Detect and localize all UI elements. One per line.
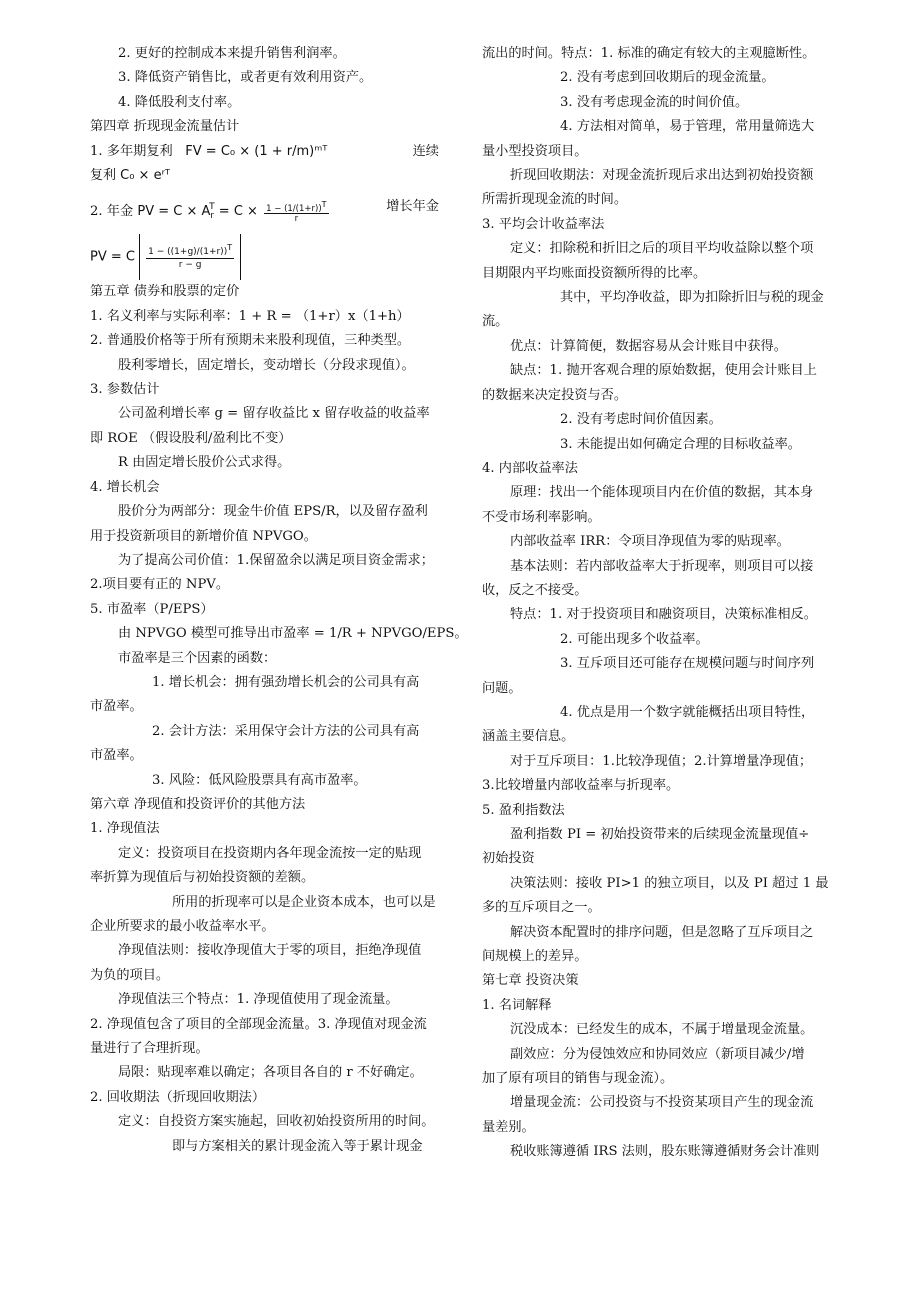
text-line: 内部收益率 IRR：令项目净现值为零的贴现率。 [510,534,790,550]
text-line: 定义：投资项目在投资期内各年现金流按一定的贴现 [118,845,422,861]
section-heading: 5. 盈利指数法 [482,802,565,818]
text-line: 局限：贴现率难以确定；各项目各自的 r 不好确定。 [118,1065,423,1081]
text-line: 2. 净现值包含了项目的全部现金流量。3. 净现值对现金流 [90,1016,427,1032]
text-line: 4. 方法相对简单，易于管理，常用量筛选大 [560,119,815,135]
text-line: 的数据来决定投资与否。 [482,387,628,403]
text-line: 初始投资 [482,851,535,867]
text-line: 净现值法则：接收净现值大于零的项目，拒绝净现值 [118,943,422,959]
text-line: 决策法则：接收 PI>1 的独立项目，以及 PI 超过 1 最 [510,875,829,891]
text-line: 增量现金流：公司投资与不投资某项目产生的现金流 [510,1095,814,1111]
text-line: 原理：找出一个能体现项目内在价值的数据，其本身 [510,485,814,501]
text-line: 加了原有项目的销售与现金流）。 [482,1071,674,1087]
text-line: 2. 普通股价格等于所有预期未来股利现值，三种类型。 [90,333,411,349]
text-line: 企业所要求的最小收益率水平。 [90,919,275,934]
text-line: 股价分为两部分：现金牛价值 EPS/R，以及留存盈利 [118,504,428,520]
text-fragment: 连续 [412,143,439,159]
text-line: 4. 降低股利支付率。 [118,94,241,110]
text-line: 2. 没有考虑到回收期后的现金流量。 [560,70,775,86]
text-line: 即 ROE （假设股利/盈利比不变） [90,430,292,446]
text-line: 为了提高公司价值：1.保留盈余以满足项目资金需求； [118,552,434,568]
text-line: 特点：1. 对于投资项目和融资项目，决策标准相反。 [510,607,817,623]
text-line: 为负的项目。 [90,967,170,983]
text-line: 流出的时间。特点：1. 标准的确定有较大的主观臆断性。 [482,46,816,61]
formula-fraction: $\frac{1 - (1/(1+r))^T}{r}$ [266,199,327,225]
formula-continuous: 复利 C₀ × eʳᵀ [90,168,170,184]
section-heading: 5. 市盈率（P/EPS） [90,601,214,617]
text-line: 股利零增长，固定增长，变动增长（分段求现值）。 [118,357,415,373]
formula-label: 1. 多年期复利 [90,143,173,159]
chapter-6-heading: 第六章 净现值和投资评价的其他方法 [90,796,306,812]
formula-label: PV = C [90,249,135,265]
text-line: 净现值法三个特点：1. 净现值使用了现金流量。 [118,992,399,1008]
text-line: 目期限内平均账面投资额所得的比率。 [482,265,707,281]
formula-compound-line [90,140,439,164]
text-fragment: 增长年金 [386,199,439,215]
section-heading: 3. 平均会计收益率法 [482,216,605,232]
text-line: 3. 风险：低风险股票具有高市盈率。 [152,772,367,788]
text-line: 税收账簿遵循 IRS 法则，股东账簿遵循财务会计准则 [510,1144,820,1160]
text-line: 2. 更好的控制成本来提升销售利润率。 [118,46,346,61]
text-line: 涵盖主要信息。 [482,729,575,745]
text-line: 用于投资新项目的新增价值 NPVGO。 [90,528,317,544]
formula-subscript: r [210,211,215,222]
text-line: 问题。 [482,680,522,696]
text-line: 对于互斥项目：1.比较净现值；2.计算增量净现值； [510,753,813,769]
chapter-4-heading: 第四章 折现现金流量估计 [90,119,240,135]
text-line: 3.比较增量内部收益率与折现率。 [482,778,680,794]
text-line: 1. 增长机会：拥有强劲增长机会的公司具有高 [152,674,420,690]
section-heading: 3. 参数估计 [90,382,160,398]
chapter-7-heading: 第七章 投资决策 [482,973,579,989]
text-line: 盈利指数 PI = 初始投资带来的后续现金流量现值÷ [510,827,810,842]
text-line: 所需折现现金流的时间。 [482,192,628,208]
text-line: 即与方案相关的累计现金流入等于累计现金 [172,1138,423,1154]
text-line: 折现回收期法：对现金流折现后求出达到初始投资额 [510,168,814,184]
formula-growing-annuity [90,234,439,280]
text-line: 2. 没有考虑时间价值因素。 [560,412,722,428]
text-line: 量小型投资项目。 [482,143,588,159]
formula-superscript: T [209,202,215,213]
text-line: 流。 [482,314,509,330]
text-line: R 由固定增长股价公式求得。 [118,455,291,471]
text-line: 解决资本配置时的排序问题，但是忽略了互斥项目之 [510,924,814,940]
formula-annuity-line [90,188,439,226]
text-line: 沉没成本：已经发生的成本，不属于增量现金流量。 [510,1022,814,1038]
text-line: 优点：计算简便，数据容易从会计账目中获得。 [510,338,787,354]
formula-annuity-b: = C × [218,204,258,220]
text-line: 不受市场利率影响。 [482,509,601,525]
text-line: 量进行了合理折现。 [90,1041,209,1057]
text-line: 市盈率是三个因素的函数： [118,650,277,666]
formula-fv: FV = C₀ × (1 + r/m)ᵐᵀ [185,143,328,159]
text-line: 市盈率。 [90,699,143,715]
text-line: 所用的折现率可以是企业资本成本，也可以是 [172,894,436,910]
text-line: 公司盈利增长率 g = 留存收益比 x 留存收益的收益率 [118,406,430,422]
text-line: 收，反之不接受。 [482,582,588,598]
text-line: 4. 优点是用一个数字就能概括出项目特性， [560,704,815,720]
left-column [90,42,468,1159]
text-line: 市盈率。 [90,748,143,764]
text-line: 由 NPVGO 模型可推导出市盈率 = 1/R + NPVGO/EPS。 [118,626,468,642]
text-line: 2.项目要有正的 NPV。 [90,577,230,593]
section-heading: 1. 净现值法 [90,821,160,837]
text-line: 其中，平均净收益，即为扣除折旧与税的现金 [560,290,824,306]
text-line: 多的互斥项目之一。 [482,900,601,916]
formula-annuity-a: PV = C × A [137,204,211,220]
text-line: 3. 未能提出如何确定合理的目标收益率。 [560,436,801,452]
text-line: 3. 降低资产销售比，或者更有效利用资产。 [118,70,373,86]
text-line: 基本法则：若内部收益率大于折现率，则项目可以接 [510,558,814,574]
formula-bracket: $\frac{1 - ((1+g)/(1+r))^T}{r - g}$ [139,234,241,280]
chapter-5-heading: 第五章 债券和股票的定价 [90,284,240,300]
text-line: 2. 会计方法：采用保守会计方法的公司具有高 [152,723,420,739]
text-line: 定义：扣除税和折旧之后的项目平均收益除以整个项 [510,241,814,257]
section-heading: 2. 回收期法（折现回收期法） [90,1089,266,1105]
right-column [482,42,834,1165]
formula-label: 2. 年金 [90,204,134,220]
section-heading: 4. 增长机会 [90,479,160,495]
text-line: 副效应：分为侵蚀效应和协同效应（新项目减少/增 [510,1046,805,1062]
text-line: 3. 互斥项目还可能存在规模问题与时间序列 [560,656,815,672]
text-line: 定义：自投资方案实施起，回收初始投资所用的时间。 [118,1114,435,1130]
section-heading: 1. 名词解释 [482,997,552,1013]
text-line: 3. 没有考虑现金流的时间价值。 [560,94,749,110]
text-line: 2. 可能出现多个收益率。 [560,631,709,647]
section-heading: 4. 内部收益率法 [482,460,578,476]
text-line: 1. 名义利率与实际利率：1 + R = （1+r）x（1+h） [90,308,410,324]
text-line: 间规模上的差异。 [482,949,588,965]
text-line: 率折算为现值后与初始投资额的差额。 [90,870,315,886]
text-line: 量差别。 [482,1119,535,1135]
text-line: 缺点：1. 抛开客观合理的原始数据，使用会计账目上 [510,363,817,379]
